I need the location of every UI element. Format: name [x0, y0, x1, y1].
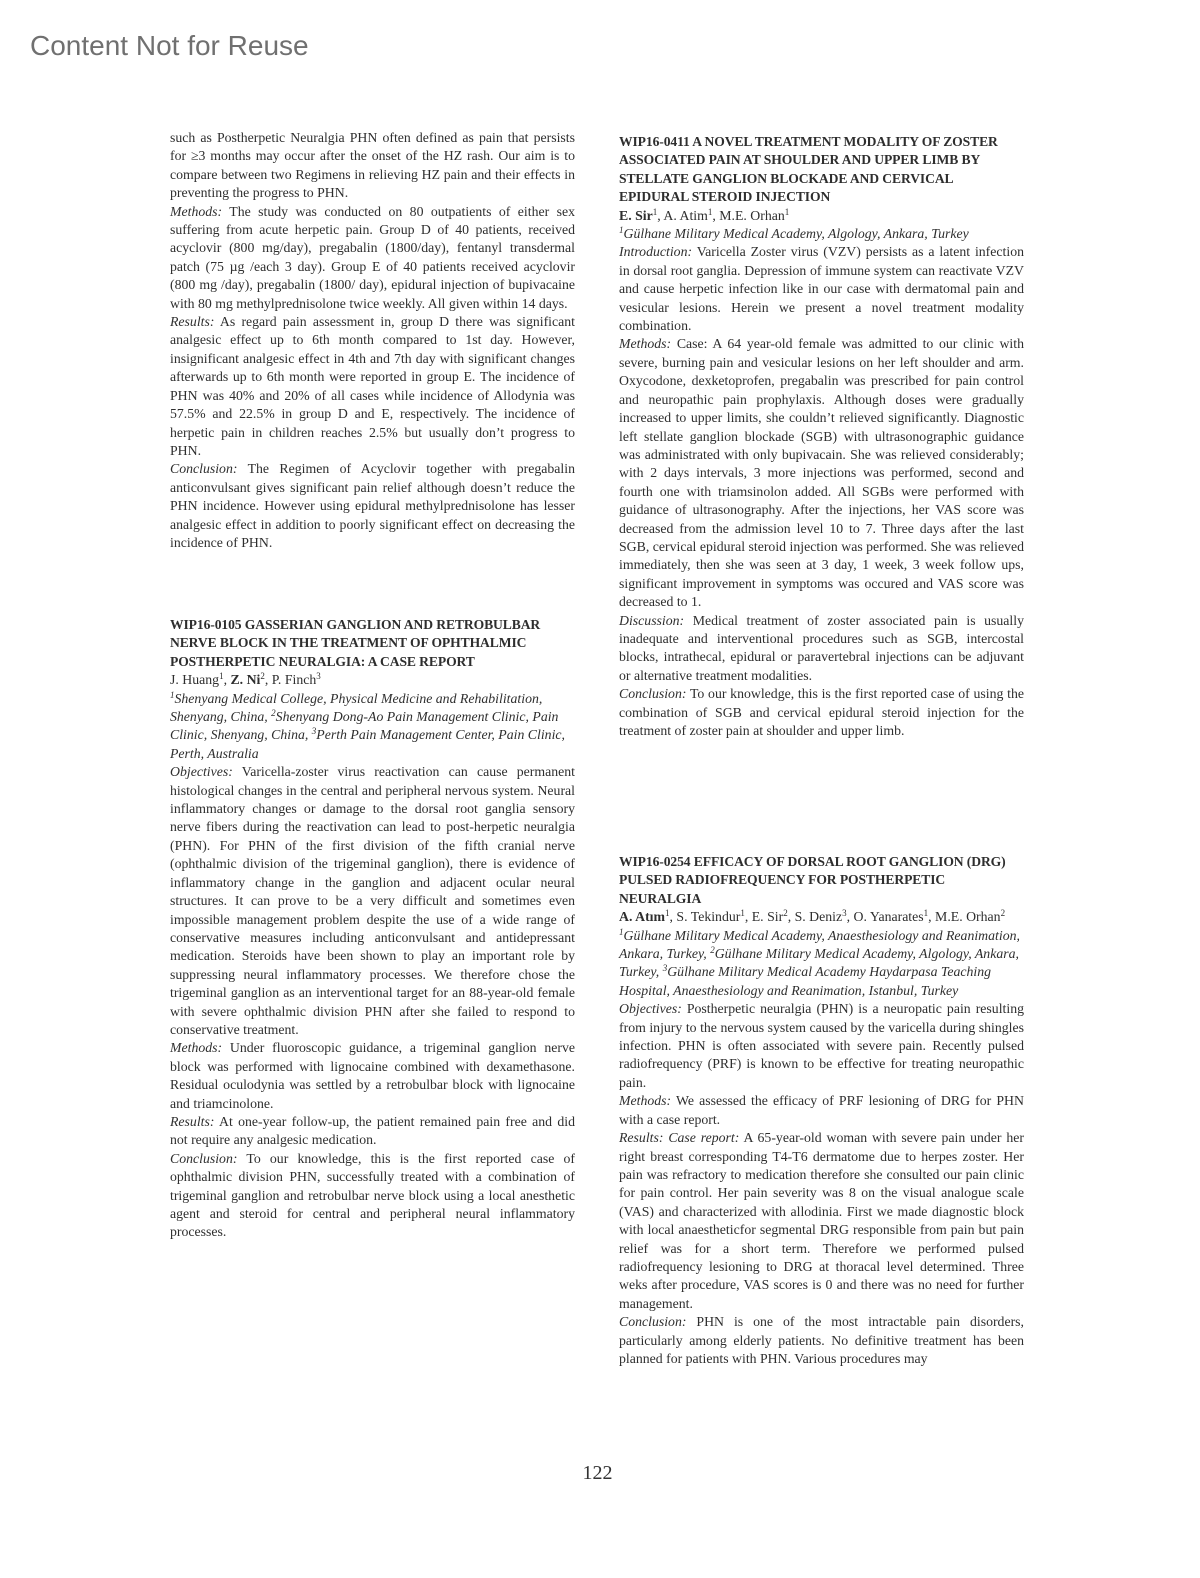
affiliation-marker: 1: [219, 671, 224, 682]
affiliations: [170, 690, 575, 764]
conclusion-paragraph: [619, 1313, 1024, 1368]
affiliation-marker: 1: [619, 926, 624, 937]
affiliation-marker: 2: [260, 671, 265, 682]
section-label: Results:: [170, 314, 215, 330]
section-text: The study was conducted on 80 outpatients of either sex suffering from acute herpetic pain. Group D of 40 patients, received acyclovir (800 mg/day), pregabalin (1800/day), fentanyl transdermal patch (75 µg /each 3 day). Group E of 40 patients received acyclovir (800 mg /day), pregabalin (1800/ day), epidural injection of bupivacaine with 80 mg methylprednisolone twice weekly. All given within 14 days.: [170, 203, 575, 311]
watermark: Content Not for Reuse: [30, 30, 309, 61]
section-text: To our knowledge, this is the first reported case of ophthalmic division PHN, successfully treated with a combination of trigeminal ganglion and retrobulbar nerve block using a local anesthetic agent and steroid for central and peripheral neural inflammatory processes.: [170, 1150, 575, 1240]
section-text: Case: A 64 year-old female was admitted to our clinic with severe, burning pain and vesicular lesions on her left shoulder and arm. Oxycodone, dexketoprofen, pregabalin was prescribed for pain control and neuropathic pain prophylaxis. Although doses were gradually increased to upper limits, she couldn’t relieved significantly. Diagnostic left stellate ganglion blockade (SGB) with ultrasonographic guidance was administrated with only bupivacain. She was relieved considerably; with 2 days intervals, 3 more injections was performed, second and fourth one with triamsinolon added. All SGBs were performed with guidance of ultrasonography. After the injections, her VAS score was decreased from the admission level 10 to 7. Three days after the last SGB, cervical epidural steroid injection was performed. She was relieved immediately, then she was seen at 3 day, 1 week, 3 week follow ups, significant improvement in symptoms was occured and VAS score was decreased to 1.: [619, 336, 1024, 610]
author-name: A. Atım: [619, 909, 665, 925]
section-text: To our knowledge, this is the first reported case of using the combination of SGB and cervical epidural steroid injection for the treatment of zoster pain at shoulder and upper limb.: [619, 686, 1024, 738]
affiliation-marker: 1: [170, 689, 175, 700]
author-name: E. Sir: [751, 909, 784, 925]
section-text: Under fluoroscopic guidance, a trigeminal ganglion nerve block was performed with lignocaine combined with dexamethasone. Residual oculodynia was settled by a retrobulbar block with lignocaine and triamcinolone.: [170, 1040, 575, 1111]
section-label: Discussion:: [619, 612, 685, 628]
methods-paragraph: [170, 203, 575, 313]
results-paragraph: [619, 1129, 1024, 1313]
conclusion-paragraph: [619, 685, 1024, 740]
section-label: Objectives:: [170, 764, 233, 780]
author-name: E. Sir: [619, 207, 653, 223]
author-list: J. Huang$^1$, Z. Ni$^2$, P. Finch$^3$: [170, 671, 321, 688]
author-name: P. Finch: [271, 672, 317, 688]
affiliations: [619, 225, 1024, 243]
author-name: M.E. Orhan: [719, 207, 785, 223]
affiliation-marker: 1: [740, 908, 745, 919]
author-name: O. Yanarates: [853, 909, 924, 925]
affiliation-text: Gülhane Military Medical Academy, Algology, Ankara, Turkey,: [619, 946, 1019, 980]
affiliation-marker: 1: [665, 908, 670, 919]
author-name: S. Tekindur: [676, 909, 741, 925]
author-list: A. Atım$^1$, S. Tekindur$^1$, E. Sir$^2$, S. Deniz$^3$, O. Yanarates$^1$, M.E. Orhan$^2$: [619, 908, 1006, 925]
affiliation-text: Shenyang Dong-Ao Pain Management Clinic, Pain Clinic, Shenyang, China,: [170, 709, 559, 743]
affiliation-marker: 2: [710, 945, 715, 956]
section-label: Objectives:: [619, 1001, 682, 1017]
section-label: Conclusion:: [170, 1150, 238, 1166]
abstract-title: WIP16-0254 EFFICACY OF DORSAL ROOT GANGLION (DRG) PULSED RADIOFREQUENCY FOR POSTHERPETIC NEURALGIA: [619, 854, 1006, 906]
author-name: J. Huang: [170, 672, 220, 688]
affiliations: [619, 927, 1024, 1001]
section-text: Varicella-zoster virus reactivation can cause permanent histological changes in the central and peripheral nervous system. Neural inflammatory changes or damage to the dorsal root ganglia sensory nerve fibers during the reactivation can lead to post-herpetic neuralgia (PHN). For PHN of the first division of the fifth cranial nerve (ophthalmic division of the trigeminal ganglion), there is evidence of inflammatory change in the ganglion and adjacent ocular neural structures. It can prove to be a very difficult and sometimes even impossible management problem despite the use of a wide range of conservative measures including anticonvulsant and antidepressant medication. Steroids have been shown to play an important role by suppressing neural inflammatory processes. We therefore chose the trigeminal ganglion as an interventional target for an 88-year-old female with severe ophthalmic division PHN after she failed to respond to conservative treatment.: [170, 764, 575, 1037]
section-text: PHN is one of the most intractable pain disorders, particularly among elderly patients. No definitive treatment has been planned for patients with PHN. Various procedures may: [619, 1314, 1024, 1366]
affiliation-text: Gülhane Military Medical Academy, Algology, Ankara, Turkey: [623, 226, 969, 242]
section-text: We assessed the efficacy of PRF lesioning of DRG for PHN with a case report.: [619, 1093, 1024, 1127]
affiliation-marker: 1: [784, 206, 790, 217]
affiliation-text: Gülhane Military Medical Academy, Anaesthesiology and Reanimation, Ankara, Turkey,: [619, 927, 1020, 962]
section-text: Postherpetic neuralgia (PHN) is a neuropatic pain resulting from injury to the nervous system caused by the varicella during shingles infection. PHN is often associated with severe pain. Recently pulsed radiofrequency (PRF) is known to be effective for treating neuropathic pain.: [619, 1001, 1024, 1090]
affiliation-marker: 1: [619, 225, 624, 236]
section-label: Introduction:: [619, 244, 693, 260]
author-list: E. Sir$^1$, A. Atim$^1$, M.E. Orhan$^1$: [619, 206, 790, 223]
author-name: Z. Ni: [230, 672, 261, 688]
section-label: Conclusion:: [619, 686, 687, 702]
affiliation-marker: 3: [662, 963, 668, 974]
discussion-paragraph: [619, 612, 1024, 686]
abstract-wip16-0411: [619, 133, 1024, 740]
abstract-continuation: [170, 129, 575, 552]
section-label: Methods:: [619, 336, 672, 352]
affiliation-marker: 2: [271, 708, 276, 719]
abstract-wip16-0105: [170, 616, 575, 1242]
section-text: A 65-year-old woman with severe pain under her right breast corresponding T4-T6 dermatome due to herpes zoster. Her pain was refractory to medication therefore she consulted our pain clinic for pain control. Her pain severity was 8 on the visual analogue scale (VAS) and characterized with allodinia. First we made diagnostic block with local anaestheticfor segmental DRG responsible from pain but pain relief was for a short term. Therefore we performed pulsed radiofrequency lesioning to DRG at thoracal level determined. Three weks after procedure, VAS scores is 0 and there was no need for further management.: [619, 1130, 1024, 1311]
affiliation-text: Shenyang Medical College, Physical Medicine and Rehabilitation, Shenyang, China,: [170, 690, 543, 725]
affiliation-marker: 3: [311, 726, 317, 737]
section-label: Results:: [170, 1113, 215, 1129]
affiliation-marker: 2: [783, 908, 788, 919]
methods-paragraph: [619, 1092, 1024, 1129]
affiliation-marker: 3: [316, 671, 321, 682]
section-label: Conclusion:: [170, 461, 238, 477]
author-name: S. Deniz: [794, 909, 843, 925]
section-label: Methods:: [619, 1093, 672, 1109]
section-label: Methods:: [170, 1040, 223, 1056]
objectives-paragraph: [170, 763, 575, 1039]
page-number: 122: [582, 1462, 613, 1484]
objectives-paragraph: [619, 1000, 1024, 1092]
introduction-paragraph: [619, 243, 1024, 335]
methods-paragraph: [170, 1039, 575, 1113]
results-paragraph: [170, 1113, 575, 1150]
abstract-title: WIP16-0105 GASSERIAN GANGLION AND RETROBULBAR NERVE BLOCK IN THE TREATMENT OF OPHTHALMIC POSTHERPETIC NEURALGIA: A CASE REPORT: [170, 617, 541, 669]
abstract-title: WIP16-0411 A NOVEL TREATMENT MODALITY OF ZOSTER ASSOCIATED PAIN AT SHOULDER AND UPPER LIMB BY STELLATE GANGLION BLOCKADE AND CERVICAL EPIDURAL STEROID INJECTION: [619, 134, 998, 205]
section-label: Results: Case report:: [619, 1130, 740, 1146]
results-paragraph: [170, 313, 575, 460]
affiliation-text: Perth Pain Management Center, Pain Clinic, Perth, Australia: [170, 727, 565, 761]
affiliation-marker: 3: [842, 908, 847, 919]
author-name: A. Atim: [663, 207, 708, 223]
section-text: Varicella Zoster virus (VZV) persists as a latent infection in dorsal root ganglia. Depression of immune system can reactivate VZV and cause herpetic infection like in our case with dermatomal pain and vesicular lesions. Herein we present a novel treatment modality combination.: [619, 244, 1024, 334]
section-label: Conclusion:: [619, 1314, 687, 1330]
affiliation-text: Gülhane Military Medical Academy Haydarpasa Teaching Hospital, Anaesthesiology and Reanimation, Istanbul, Turkey: [619, 964, 991, 998]
section-text: As regard pain assessment in, group D there was significant analgesic effect up to 6th month compared to 1st day. However, insignificant analgesic effect in 4th and 7th day with significant changes afterwards up to 6th month were reported in group E. The incidence of PHN was 40% and 20% of all cases while incidence of Allodynia was 57.5% and 22.5% in group D and E, respectively. The incidence of herpetic pain in children reaches 2.5% but usually don’t progress to PHN.: [170, 314, 575, 458]
affiliation-marker: 1: [923, 908, 929, 919]
intro-paragraph: such as Postherpetic Neuralgia PHN often defined as pain that persists for ≥3 months may occur after the onset of the HZ rash. Our aim is to compare between two Regimens in relieving HZ pain and their effects in preventing the progress to PHN.: [170, 130, 575, 201]
affiliation-marker: 1: [707, 206, 713, 217]
conclusion-paragraph: [170, 1150, 575, 1242]
section-text: At one-year follow-up, the patient remained pain free and did not require any analgesic medication.: [170, 1113, 575, 1148]
section-text: Medical treatment of zoster associated pain is usually inadequate and interventional procedures such as SGB, intercostal blocks, intrathecal, epidural or paravertebral injections can be adjuvant or alternative treatment modalities.: [619, 612, 1024, 683]
affiliation-marker: 1: [652, 206, 658, 217]
conclusion-paragraph: [170, 460, 575, 552]
abstract-wip16-0254: [619, 853, 1024, 1368]
methods-paragraph: [619, 335, 1024, 611]
section-text: The Regimen of Acyclovir together with pregabalin anticonvulsant gives significant pain relief although doesn’t reduce the PHN incidence. However using epidural methylprednisolone has lesser analgesic effect in addition to poorly significant effect on decreasing the incidence of PHN.: [170, 461, 575, 550]
section-label: Methods:: [170, 203, 223, 219]
author-name: M.E. Orhan: [935, 909, 1001, 925]
affiliation-marker: 2: [1000, 908, 1006, 919]
